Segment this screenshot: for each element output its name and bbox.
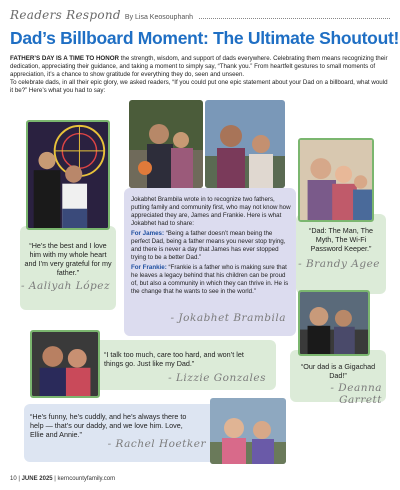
jokabhet-frankie xyxy=(131,264,291,296)
section-header xyxy=(10,8,390,24)
photo-james-family xyxy=(129,100,203,188)
james-label: For James: xyxy=(131,230,165,237)
jokabhet-james xyxy=(131,230,291,262)
intro-paragraph xyxy=(10,55,392,95)
james-text: “Being a father doesn’t mean being the perfect Dad, being a father means you never stop trying, and there is never a day that James has ever stopped trying to be a better Dad.” xyxy=(131,230,286,261)
quote-brandy: “Dad: The Man, The Myth, The Wi-Fi Password Keeper.” xyxy=(308,226,374,253)
website: kerncountyfamily.com xyxy=(57,476,116,482)
photo-deanna-family xyxy=(298,290,370,356)
quote-lizzie: “I talk too much, care too hard, and won’t let things go. Just like my Dad.” xyxy=(104,350,244,368)
jokabhet-story xyxy=(131,196,291,298)
signature-deanna: - Deanna Garrett xyxy=(330,382,382,406)
quote-aaliyah: “He’s the best and I love him with my whole heart and I’m very grateful for my father.” xyxy=(24,241,112,277)
frankie-text: “Frankie is a father who is making sure that he leaves a legacy behind that his children can be proud of, but also a community in which they can thrive in. He is the change that he wants to see in the world.” xyxy=(131,264,289,295)
page-footer xyxy=(10,476,115,482)
frankie-label: For Frankie: xyxy=(131,264,167,271)
photo-aaliyah-and-dad xyxy=(26,120,110,230)
intro-body-2: To celebrate dads, in all their epic glory, we asked readers, “If you could put one epic statement about your Dad on a billboard, what would it be?” Here’s what you had to say: xyxy=(10,79,388,94)
footer-separator-2: | xyxy=(54,476,56,482)
byline: By Lisa Keosouphanh xyxy=(124,14,194,21)
issue-date: JUNE 2025 xyxy=(21,476,53,482)
photo-frankie-family xyxy=(205,100,285,188)
dotted-divider xyxy=(199,11,390,19)
signature-rachel: - Rachel Hoetker xyxy=(107,438,206,450)
photo-brandy-family xyxy=(298,138,374,222)
quote-rachel: “He’s funny, he’s cuddly, and he’s always there to help — that’s our daddy, and we love him. Love, Ellie and Annie.” xyxy=(30,412,187,439)
signature-aaliyah: - Aaliyah López xyxy=(21,280,110,292)
headline: Dad’s Billboard Moment: The Ultimate Shoutout! xyxy=(10,28,400,48)
signature-lizzie: - Lizzie Gonzales xyxy=(168,372,266,384)
signature-jokabhet: - Jokabhet Brambila xyxy=(170,312,286,324)
section-title: Readers Respond xyxy=(10,8,121,22)
signature-brandy: - Brandy Agee xyxy=(298,258,380,270)
jokabhet-intro: Jokabhet Brambila wrote in to recognize two fathers, putting family and community first, who may not know how appreciated they are, James and Frankie. Here is what Jokabhet had to share: xyxy=(131,196,291,227)
photo-lizzie-and-dad xyxy=(30,330,100,398)
page-number: 10 xyxy=(10,476,17,482)
photo-rachel-daughters xyxy=(210,398,286,464)
intro-body: the strength, wisdom, and support of dads everywhere. Celebrating them means recognizing their dedication, appreciating their guidance, and taking a moment to simply say, “Thank you.” From heartfelt gestures to small moments of appreciation, it’s a chance to show gratitude for everything they do, seen and unseen. xyxy=(10,55,388,78)
quote-deanna: “Our dad is a Gigachad Dad!” xyxy=(300,362,376,380)
footer-separator: | xyxy=(18,476,20,482)
intro-lead: FATHER’S DAY IS A TIME TO HONOR xyxy=(10,55,119,62)
